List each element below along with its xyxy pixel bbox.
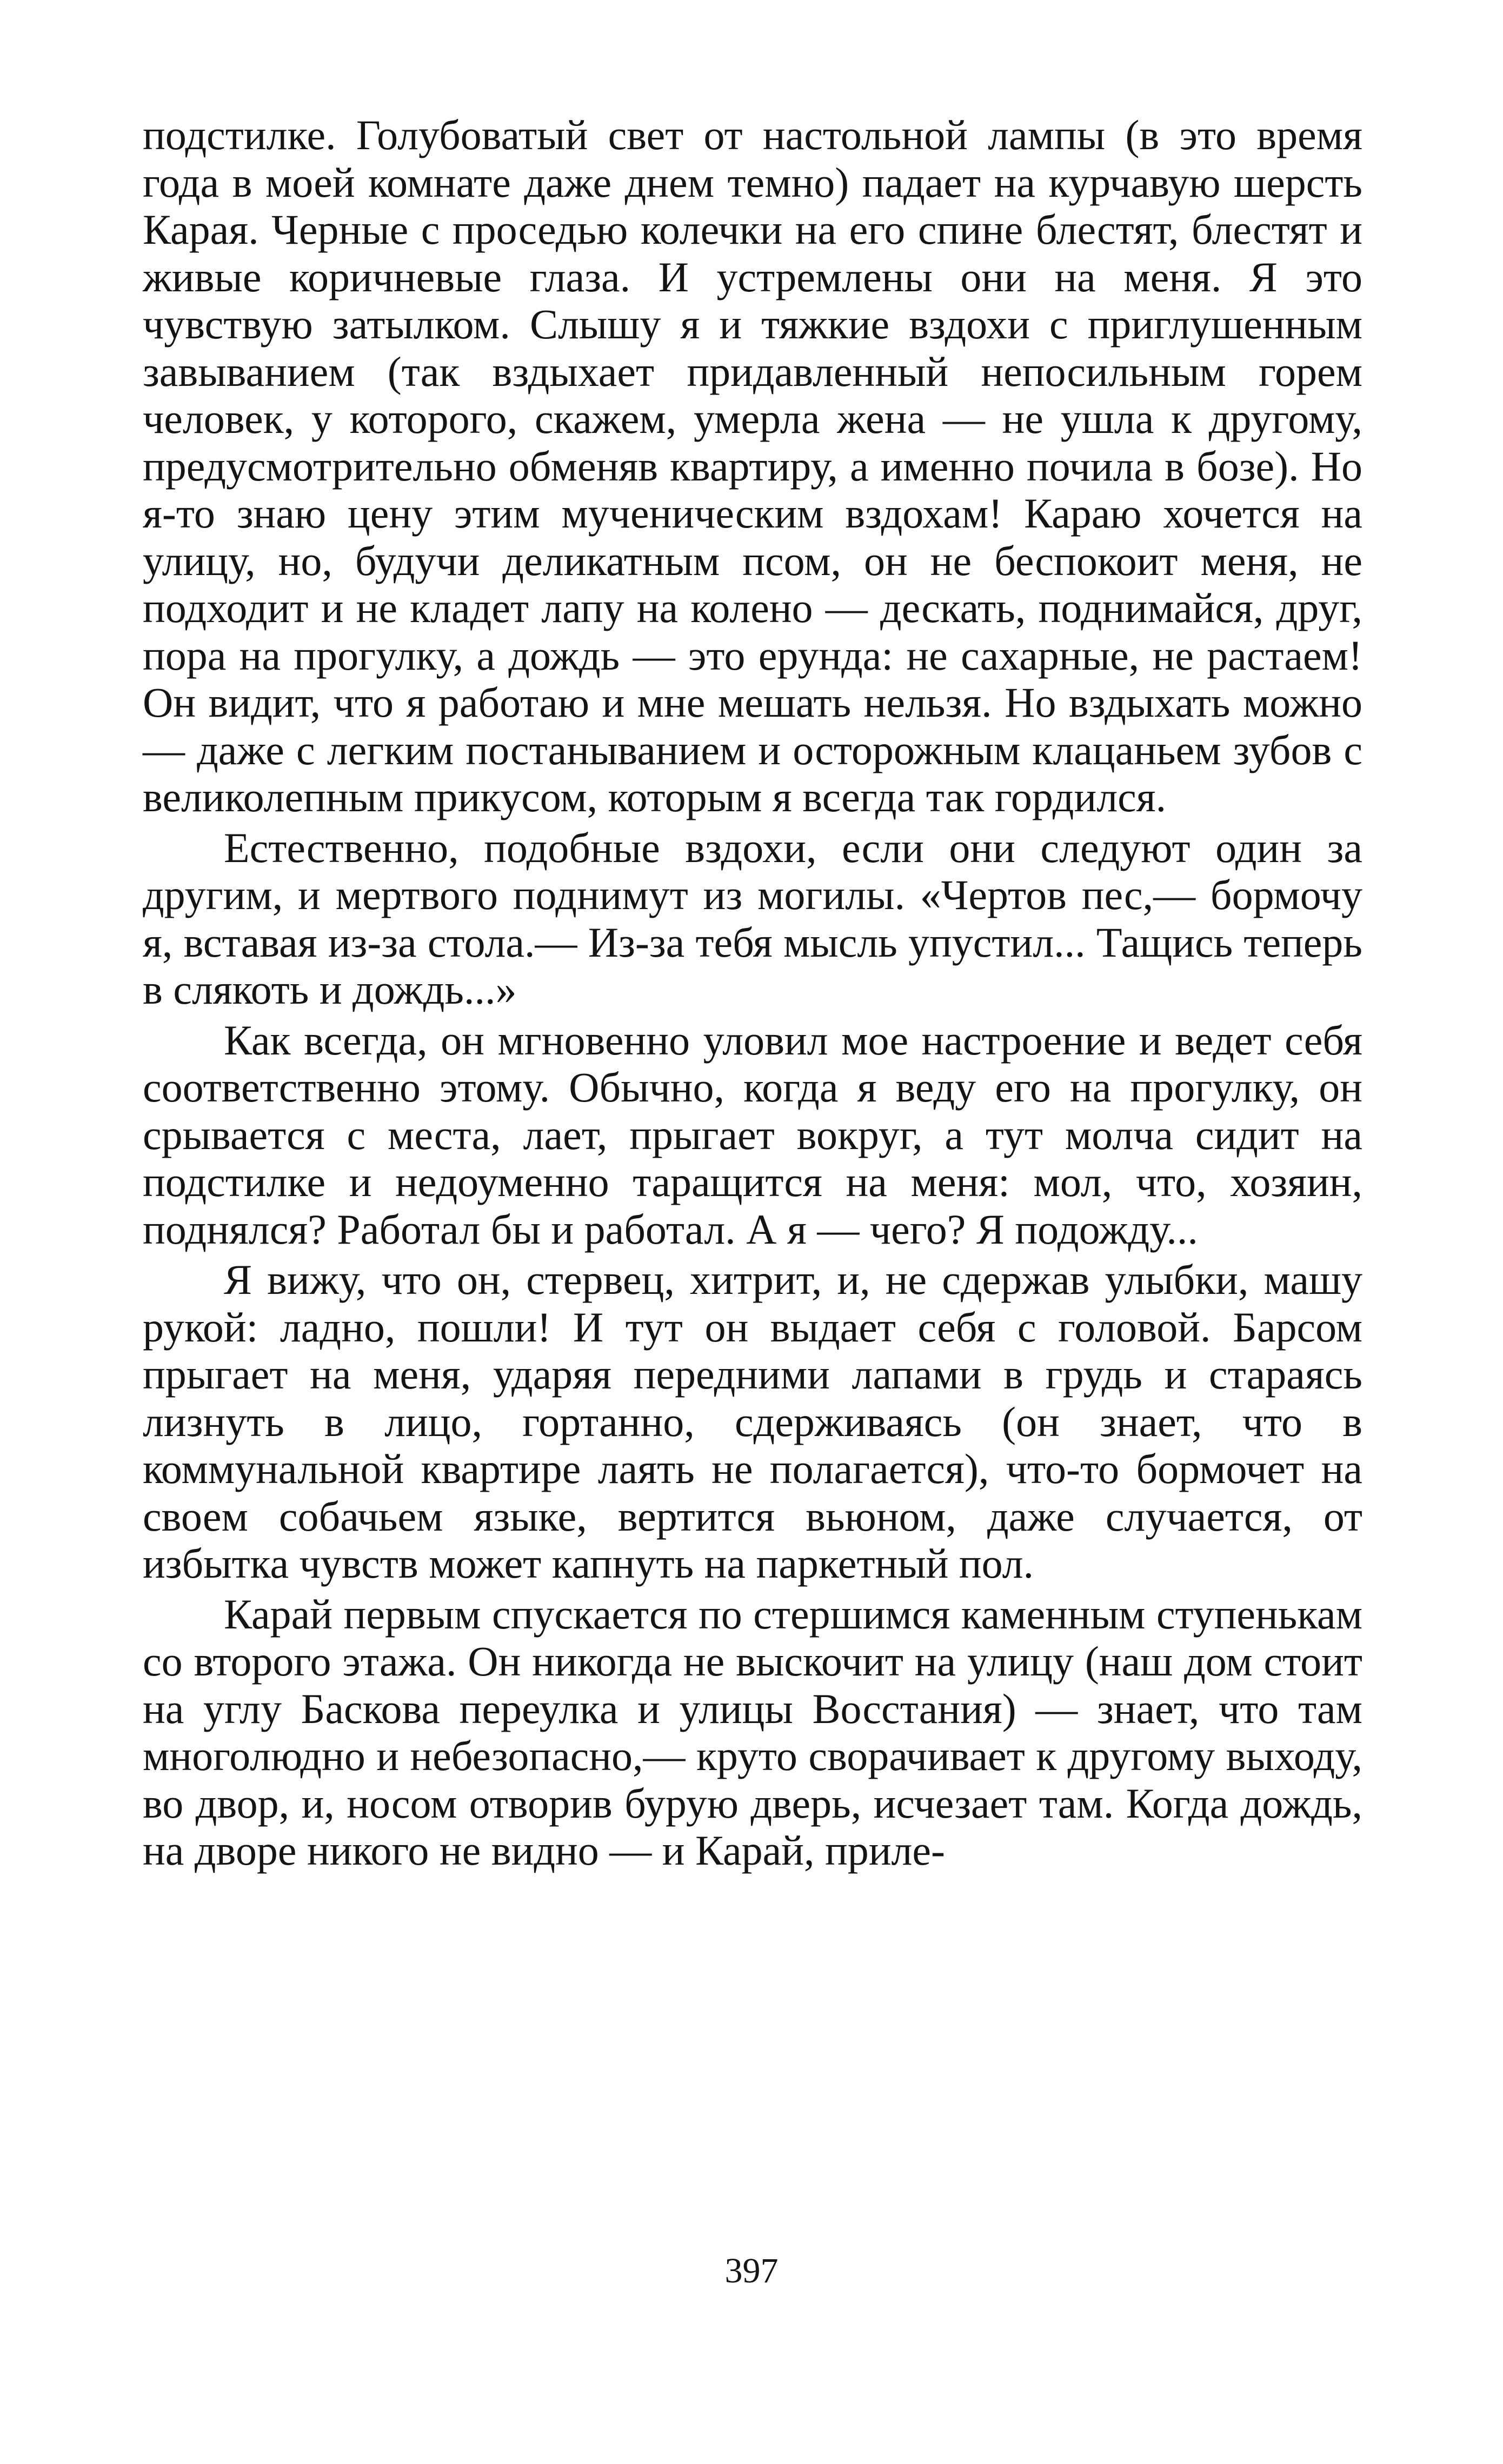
paragraph-5: Карай первым спускается по стершимся каменным ступенькам со второго этажа. Он никогда не выскочит на улицу (наш дом стоит на углу Баскова переулка и улицы Восстания) — знает, что там многолюдно и небезопасно,— круто сворачивает к другому выходу, во двор, и, носом отворив бурую дверь, исчезает там. Когда дождь, на дворе никого не видно — и Карай, приле- [143, 1590, 1362, 1874]
paragraph-1: подстилке. Голубоватый свет от настольной лампы (в это время года в моей комнате даже днем темно) падает на курчавую шерсть Карая. Черные с проседью колечки на его спине блестят, блестят и живые коричневые глаза. И устремлены они на меня. Я это чувствую затылком. Слышу я и тяжкие вздохи с приглушенным завыванием (так вздыхает придавленный непосильным горем человек, у которого, скажем, умерла жена — не ушла к другому, предусмотрительно обменяв квартиру, а именно почила в бозе). Но я-то знаю цену этим мученическим вздохам! Караю хочется на улицу, но, будучи деликатным псом, он не беспокоит меня, не подходит и не кладет лапу на колено — дескать, поднимайся, друг, пора на прогулку, а дождь — это ерунда: не сахарные, не растаем! Он видит, что я работаю и мне мешать нельзя. Но вздыхать можно — даже с легким постаныванием и осторожным клацаньем зубов с великолепным прикусом, которым я всегда так гордился. [143, 111, 1362, 820]
paragraph-3: Как всегда, он мгновенно уловил мое настроение и ведет себя соответственно этому. Обычно, когда я веду его на прогулку, он срывается с места, лает, прыгает вокруг, а тут молча сидит на подстилке и недоуменно таращится на меня: мол, что, хозяин, поднялся? Работал бы и работал. А я — чего? Я подожду... [143, 1016, 1362, 1253]
paragraph-4: Я вижу, что он, стервец, хитрит, и, не сдержав улыбки, машу рукой: ладно, пошли! И тут он выдает себя с головой. Барсом прыгает на меня, ударяя передними лапами в грудь и стараясь лизнуть в лицо, гортанно, сдерживаясь (он знает, что в коммунальной квартире лаять не полагается), что-то бормочет на своем собачьем языке, вертится вьюном, даже случается, от избытка чувств может капнуть на паркетный пол. [143, 1256, 1362, 1587]
book-page-text [143, 111, 1362, 1874]
page-number: 397 [724, 2251, 779, 2291]
paragraph-2: Естественно, подобные вздохи, если они следуют один за другим, и мертвого поднимут из могилы. «Чертов пес,— бормочу я, вставая из-за стола.— Из-за тебя мысль упустил... Тащись теперь в слякоть и дождь...» [143, 824, 1362, 1013]
